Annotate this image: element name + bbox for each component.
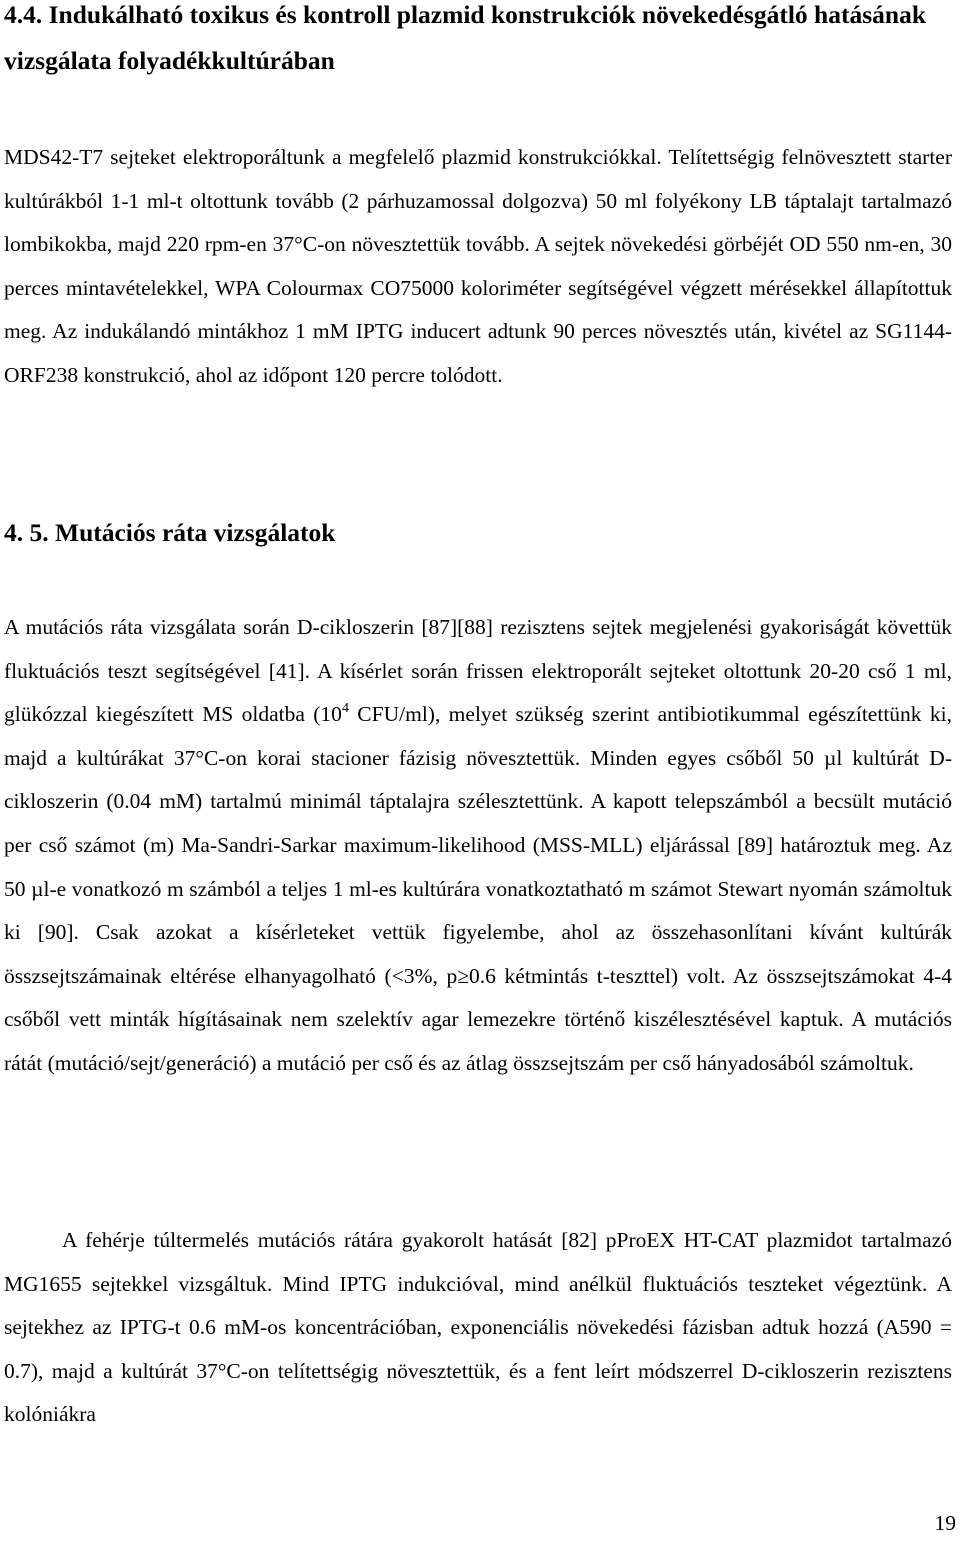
page-number: 19	[934, 1511, 956, 1535]
paragraph-mutation-rate-method	[4, 606, 952, 1086]
paragraph-text-part: CFU/ml), melyet szükség szerint antibiotikummal egészítettünk ki, majd a kultúrákat 37°C-on korai stacioner fázisig növesztettük. Minden egyes csőből 50 µl kultúrát D-cikloszerin (0.04 mM) tartalmú minimál táptalajra szélesztettünk. A kapott telepszámból a becsült mutáció per cső számot (m) Ma-Sandri-Sarkar maximum-likelihood (MSS-MLL) eljárással [89] határoztuk meg. Az 50 µl-e vonatkozó m számból a teljes 1 ml-es kultúrára vonatkoztatható m számot Stewart nyomán számoltuk ki [90]. Csak azokat a kísérleteket vettük figyelembe, ahol az összehasonlítani kívánt kultúrák összsejtszámainak eltérése elhanyagolható (<3%, p≥0.6 kétmintás t-teszttel) volt. Az összsejtszámokat 4-4 csőből vett minták hígításainak nem szelektív agar lemezekre történő kiszélesztésével kaptuk. A mutációs rátát (mutáció/sejt/generáció) a mutáció per cső és az átlag összsejtszám per cső hányadosából számoltuk.	[4, 702, 952, 1075]
paragraph-text-part: A mutációs ráta vizsgálata során D-cikloszerin [87][88] rezisztens sejtek megjelenési gyakoriságát követtük fluktuációs teszt segítségével [41]. A kísérlet során frissen elektroporált sejteket oltottunk 20-20 cső 1 ml, glükózzal kiegészített MS oldatba (10	[4, 615, 952, 727]
exponent: 4	[341, 701, 349, 717]
paragraph-protein-overexpression: A fehérje túltermelés mutációs rátára gyakorolt hatását [82] pProEX HT-CAT plazmidot tartalmazó MG1655 sejtekkel vizsgáltuk. Mind IPTG indukcióval, mind anélkül fluktuációs teszteket végeztünk. A sejtekhez az IPTG-t 0.6 mM-os koncentrációban, exponenciális növekedési fázisban adtuk hozzá (A590 = 0.7), majd a kultúrát 37°C-on telítettségig növesztettük, és a fent leírt módszerrel D-cikloszerin rezisztens kolóniákra	[4, 1228, 952, 1427]
paragraph-growth-inhibition: MDS42-T7 sejteket elektroporáltunk a megfelelő plazmid konstrukciókkal. Telítettségig felnövesztett starter kultúrákból 1-1 ml-t oltottunk tovább (2 párhuzamossal dolgozva) 50 ml folyékony LB táptalajt tartalmazó lombikokba, majd 220 rpm-en 37°C-on növesztettük tovább. A sejtek növekedési görbéjét OD 550 nm-en, 30 perces mintavételekkel, WPA Colourmax CO75000 koloriméter segítségével végzett mérésekkel állapítottuk meg. Az indukálandó mintákhoz 1 mM IPTG inducert adtunk 90 perces növesztés után, kivétel az SG1144-ORF238 konstrukció, ahol az időpont 120 percre tolódott.	[4, 145, 952, 387]
section-heading-4-4: 4.4. Indukálható toxikus és kontroll plazmid konstrukciók növekedésgátló hatásának vizsgálata folyadékkultúrában	[4, 0, 926, 75]
section-heading-4-5: 4. 5. Mutációs ráta vizsgálatok	[4, 518, 336, 547]
